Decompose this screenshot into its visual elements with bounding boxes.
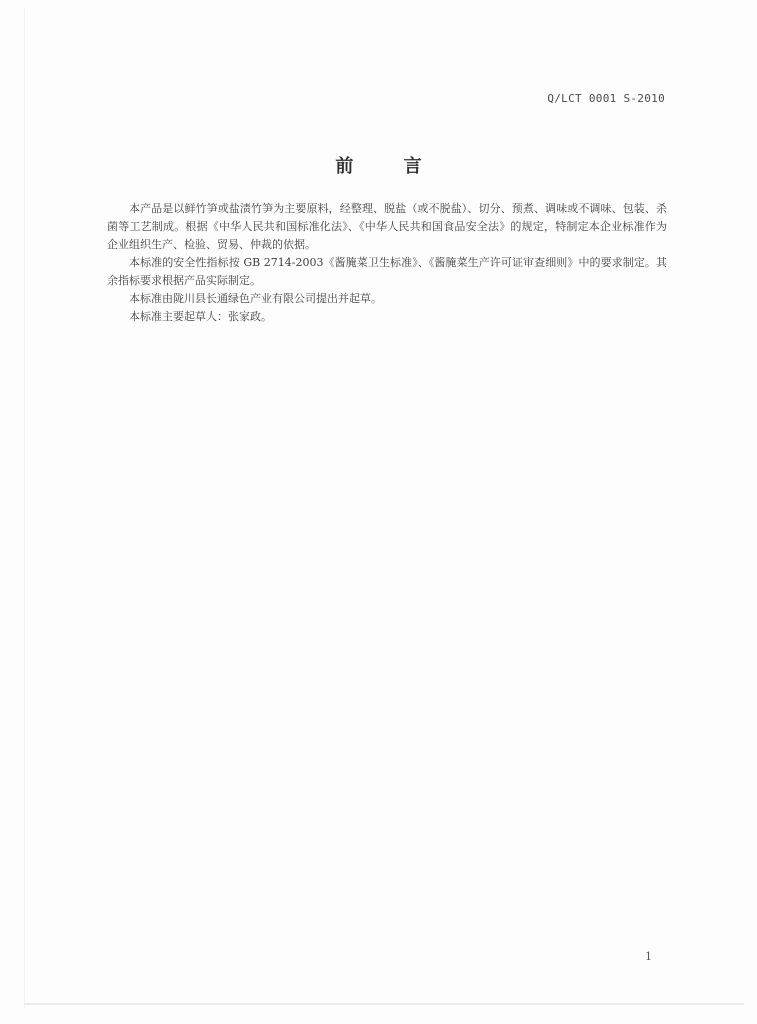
standard-code: Q/LCT 0001 S-2010: [547, 92, 665, 105]
paragraph: 本标准由陇川县长通绿色产业有限公司提出并起草。: [129, 292, 382, 305]
paragraph: 本标准的安全性指标按 GB 2714-2003《酱腌菜卫生标准》、《酱腌菜生产许可证审查细则》中的要求制定。其余指标要求根据产品实际制定。: [107, 256, 667, 287]
scan-edge-bottom: [24, 1003, 744, 1005]
page-number: 1: [645, 950, 652, 963]
page-title: 前 言: [335, 156, 444, 177]
foreword-body: [107, 200, 667, 326]
paragraph: 本产品是以鲜竹笋或盐渍竹笋为主要原料，经整理、脱盐（或不脱盐）、切分、预煮、调味或不调味、包装、杀菌等工艺制成。根据《中华人民共和国标准化法》、《中华人民共和国食品安全法》的规定，特制定本企业标准作为企业组织生产、检验、贸易、仲裁的依据。: [107, 202, 667, 251]
paragraph: 本标准主要起草人：张家政。: [129, 310, 272, 323]
